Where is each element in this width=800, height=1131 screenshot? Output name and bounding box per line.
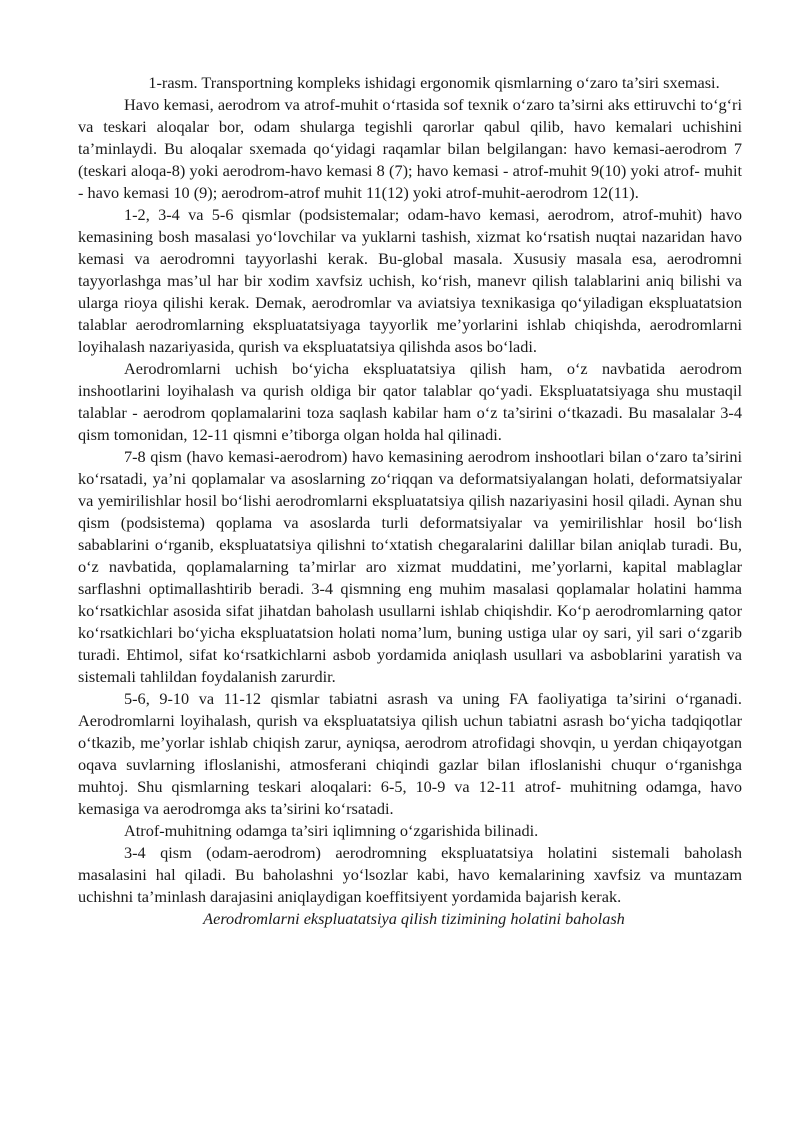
paragraph-5: 5-6, 9-10 va 11-12 qismlar tabiatni asrash va uning FA faoliyatiga ta’sirini o‘rganadi. Aerodromlarni loyihalash, qurish va ekspluatatsiya qilish uchun tabiatni asrash bo‘yicha tadqiqotlar o‘tkazib, me’yorlar ishlab chiqish zarur, ayniqsa, aerodrom atrofidagi shovqin, u yerdan chiqayotgan oqava suvlarning ifloslanishi, atmosferani chiqindi gazlar bilan ifloslanishi chuqur o‘rganishga muhtoj. Shu qismlarning teskari aloqalari: 6-5, 10-9 va 12-11 atrof- muhitning odamga, havo kemasiga va aerodromga aks ta’sirini ko‘rsatadi.	[78, 689, 742, 818]
section-heading: Aerodromlarni ekspluatatsiya qilish tizimining holatini baholash	[203, 909, 625, 928]
document-page	[78, 72, 742, 930]
paragraph-6: Atrof-muhitning odamga ta’siri iqlimning o‘zgarishida bilinadi.	[124, 821, 539, 840]
figure-caption: 1-rasm. Transportning kompleks ishidagi ergonomik qismlarning o‘zaro ta’siri sxemasi.	[148, 73, 720, 92]
paragraph-1: Havo kemasi, aerodrom va atrof-muhit o‘rtasida sof texnik o‘zaro ta’sirni aks ettiruvchi to‘g‘ri va teskari aloqalar bor, odam shularga tegishli qarorlar qabul qilib, havo kemalari uchishini ta’minlaydi. Bu aloqalar sxemada qo‘yidagi raqamlar bilan belgilangan: havo kemasi-aerodrom 7 (teskari aloqa-8) yoki aerodrom-havo kemasi 8 (7); havo kemasi - atrof-muhit 9(10) yoki atrof- muhit - havo kemasi 10 (9); aerodrom-atrof muhit 11(12) yoki atrof-muhit-aerodrom 12(11).	[78, 95, 742, 202]
paragraph-2: 1-2, 3-4 va 5-6 qismlar (podsistemalar; odam-havo kemasi, aerodrom, atrof-muhit) havo kemasining bosh masalasi yo‘lovchilar va yuklarni tashish, xizmat ko‘rsatish nuqtai nazaridan havo kemasi va aerodromni tayyorlashi kerak. Bu-global masala. Xususiy masala esa, aerodromni tayyorlashga mas’ul har bir xodim xavfsiz uchish, ko‘rish, manevr qilish talablarini aniq bilishi va ularga rioya qilishi kerak. Demak, aerodromlar va aviatsiya texnikasiga qo‘yiladigan ekspluatatsion talablar aerodromlarning ekspluatatsiyaga tayyorlik me’yorlarini ishlab chiqishda, aerodromlarni loyihalash nazariyasida, qurish va ekspluatatsiya qilishda asos bo‘ladi.	[78, 205, 742, 356]
paragraph-4: 7-8 qism (havo kemasi-aerodrom) havo kemasining aerodrom inshootlari bilan o‘zaro ta’sirini ko‘rsatadi, ya’ni qoplamalar va asoslarning zo‘riqqan va deformatsiyalangan holati, deformatsiyalar va yemirilishlar hosil bo‘lishi aerodromlarni ekspluatatsiya qilish nazariyasini hosil qiladi. Aynan shu qism (podsistema) qoplama va asoslarda turli deformatsiyalar va yemirilishlar hosil bo‘lish sabablarini o‘rganib, ekspluatatsiya qilishni to‘xtatish chegaralarini dalillar bilan aniqlab turadi. Bu, o‘z navbatida, qoplamalarning ta’mirlar aro xizmat muddatini, me’yorlarni, kapital mablaglar sarflashni optimallashtirib beradi. 3-4 qismning eng muhim masalasi qoplamalar holatini hamma ko‘rsatkichlar asosida sifat jihatdan baholash usullarni ishlab chiqishdir. Ko‘p aerodromlarning qator ko‘rsatkichlari bo‘yicha ekspluatatsion holati noma’lum, buning ustiga ular oy sari, yil sari o‘zgarib turadi. Ehtimol, sifat ko‘rsatkichlarni asbob yordamida aniqlash usullari va asboblarini yaratish va sistemali tahlildan foydalanish zarurdir.	[78, 447, 742, 686]
paragraph-7: 3-4 qism (odam-aerodrom) aerodromning ekspluatatsiya holatini sistemali baholash masalasini hal qiladi. Bu baholashni yo‘lsozlar kabi, havo kemalarining xavfsiz va muntazam uchishni ta’minlash darajasini aniqlaydigan koeffitsiyent yordamida bajarish kerak.	[78, 843, 742, 906]
paragraph-3: Aerodromlarni uchish bo‘yicha ekspluatatsiya qilish ham, o‘z navbatida aerodrom inshootlarini loyihalash va qurish oldiga bir qator talablar qo‘yadi. Ekspluatatsiyaga shu mustaqil talablar - aerodrom qoplamalarini toza saqlash kabilar ham o‘z ta’sirini o‘tkazadi. Bu masalalar 3-4 qism tomonidan, 12-11 qismni e’tiborga olgan holda hal qilinadi.	[78, 359, 742, 444]
